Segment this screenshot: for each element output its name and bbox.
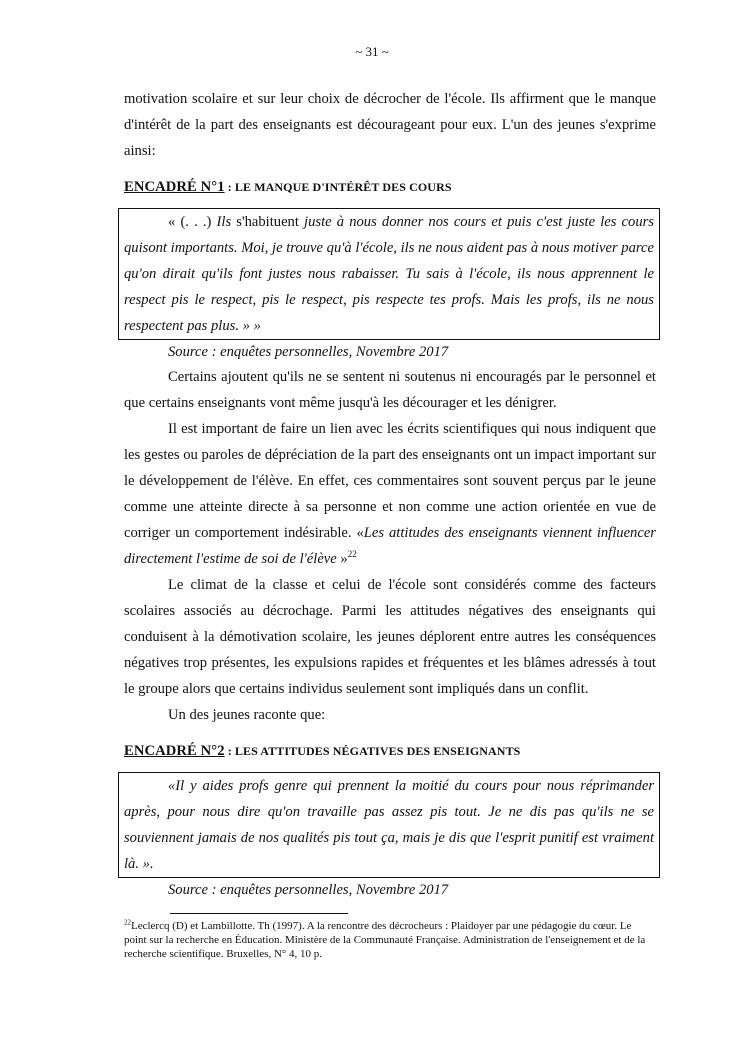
box2-quote: «Il y aides profs genre qui prennent la moitié du cours pour nous réprimander après, pour nous dire qu'on travaille pas assez pis tout. Je ne dis pas qu'ils ne se souviennent jamais de nos qualités pis tout ça, mais je dis que l'esprit punitif est vraiment là. ». xyxy=(124,778,654,872)
page-number: ~ 31 ~ xyxy=(355,44,389,59)
box1-source: Source : enquêtes personnelles, Novembre 2017 xyxy=(168,344,449,360)
box1-quote-frame xyxy=(118,208,660,340)
box2-heading: ENCADRÉ N°2 : LES ATTITUDES NÉGATIVES DES ENSEIGNANTS xyxy=(124,743,521,759)
box1-heading: ENCADRÉ N°1 : LE MANQUE D'INTÉRÊT DES COURS xyxy=(124,179,452,195)
footnote: $^{22}$Leclercq (D) et Lambillotte. Th (1997). A la rencontre des décrocheurs : Plaidoyer par une pédagogie du cœur. Le point sur la recherche en Éducation. Ministère de la Communauté Française. Administration de l'enseignement et de la recherche scientifique. Bruxelles, N° 4, 10 p. xyxy=(124,918,646,960)
paragraph-climate: Le climat de la classe et celui de l'école sont considérés comme des facteurs scolaires associés au décrochage. Parmi les attitudes négatives des enseignants qui conduisent à la démotivation scolaire, les jeunes déplorent entre autres les conséquences négatives trop présentes, les expulsions rapides et fréquentes et les blâmes adressés à tout le groupe alors que certains individus seulement sont impliqués dans un conflit. xyxy=(124,577,656,697)
footnote-ref: 22 xyxy=(347,549,357,560)
box2-source: Source : enquêtes personnelles, Novembre 2017 xyxy=(168,882,449,898)
page-body xyxy=(124,86,656,902)
footnote-separator xyxy=(170,913,348,914)
box2-quote-frame xyxy=(118,772,660,878)
paragraph-support: Certains ajoutent qu'ils ne se sentent ni soutenus ni encouragés par le personnel et que certains enseignants vont même jusqu'à les décourager et les dénigrer. xyxy=(124,369,656,411)
box1-quote: « (. . .) Ils s'habituent juste à nous donner nos cours et puis c'est juste les cours quisont importants. Moi, je trouve qu'à l'école, ils ne nous aident pas à nous motiver parce qu'on dirait qu'ils font justes nous rabaisser. Tu sais à l'école, ils nous apprennent le respect pis le respect, pis le respect, pis respecte tes profs. Mais les profs, ils ne nous respectent pas plus. » » xyxy=(124,214,654,334)
paragraph-scientific: Il est important de faire un lien avec les écrits scientifiques qui nous indiquent que les gestes ou paroles de dépréciation de la part des enseignants ont un impact important sur le développement de l'élève. En effet, ces commentaires sont souvent perçus par le jeune comme une atteinte directe à sa personne et non comme une action orientée en vue de corriger un comportement indésirable. «Les attitudes des enseignants viennent influencer directement l'estime de soi de l'élève »$^{22}$ xyxy=(124,421,656,567)
paragraph-youth-says: Un des jeunes raconte que: xyxy=(168,707,326,723)
paragraph-intro: motivation scolaire et sur leur choix de décrocher de l'école. Ils affirment que le manque d'intérêt de la part des enseignants est décourageant pour eux. L'un des jeunes s'exprime ainsi: xyxy=(124,91,656,159)
